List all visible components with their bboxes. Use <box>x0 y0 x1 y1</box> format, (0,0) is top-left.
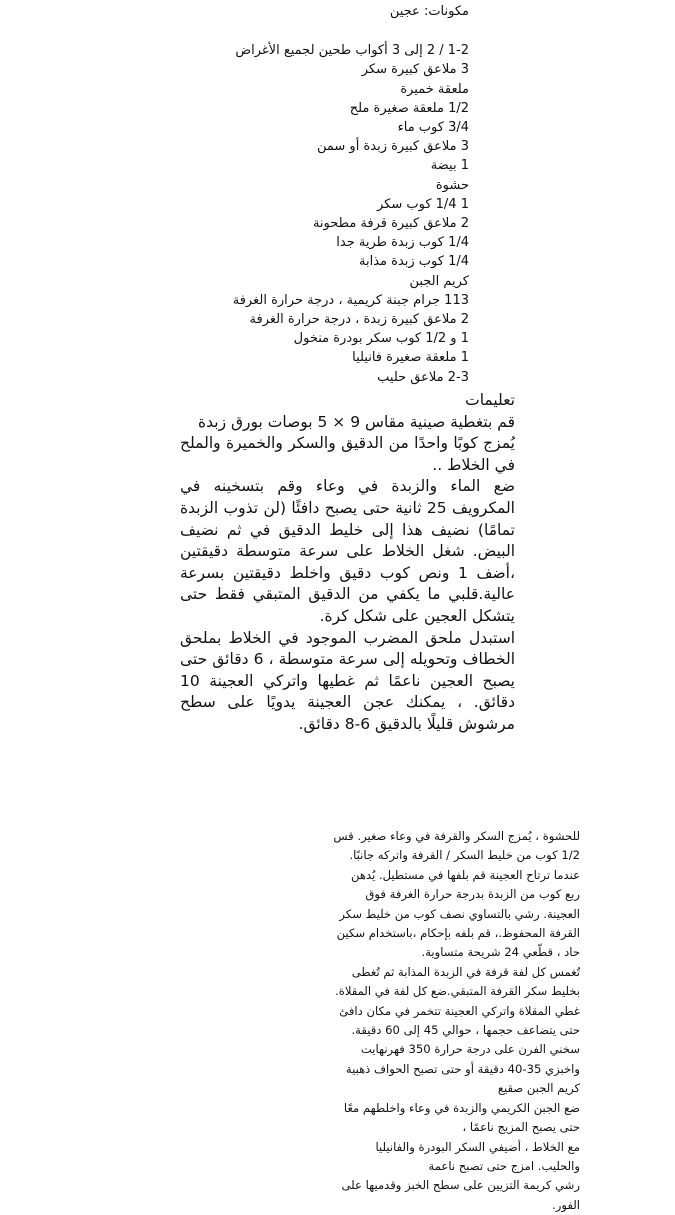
ingredient-item: 3/4 كوب ماء <box>397 120 469 136</box>
ingredient-item: 1/4 كوب زبدة طرية جدا <box>336 235 469 251</box>
ingredient-item: 2 ملاعق كبيرة قرفة مطحونة <box>312 216 469 232</box>
note-line: رشي كريمة التزيين على سطح الخبز وقدميها على <box>341 1178 580 1193</box>
note-line: سخني الفرن على درجة حرارة 350 فهرنهايت <box>360 1042 580 1057</box>
note-line: واخبزي 35-40 دقيقة أو حتى تصبح الحواف ذهبية <box>345 1061 580 1076</box>
instruction-paragraph: يُمزج كوبًا واحدًا من الدقيق والسكر والخميرة والملح في الخلاط .. <box>180 434 515 474</box>
instruction-paragraph: استبدل ملحق المضرب الموجود في الخلاط بملحق الخطاف وتحويله إلى سرعة متوسطة ، 6 دقائق حتى يصبح العجين ناعمًا ثم غطيها واتركي العجينة 10 دقائق. ، يمكنك عجن العجينة يدويًا على سطح مرشوش قليلًا بالدقيق 6-8 دقائق. <box>180 628 516 733</box>
note-line: للحشوة ، يُمزج السكر والقرفة في وعاء صغير. قس <box>333 829 580 843</box>
ingredient-item: 1/2 ملعقة صغيرة ملح <box>349 100 469 116</box>
instruction-paragraph: قم بتغطية صينية مقاس 9 × 5 بوصات بورق زبدة <box>198 412 515 431</box>
note-line: بخليط سكر القرفة المتبقي.ضع كل لفة في المقلاة. <box>335 984 580 999</box>
ingredients-section <box>29 2 469 387</box>
note-line: ربع كوب من الزبدة بدرجة حرارة الغرفة فوق <box>365 887 580 902</box>
ingredient-item: 113 جرام جبنة كريمية ، درجة حرارة الغرفة <box>232 292 469 308</box>
note-line: والحليب. امزج حتى تصبح ناعمة <box>428 1158 580 1173</box>
ingredient-item: 3 ملاعق كبيرة سكر <box>361 62 469 78</box>
ingredient-item: 3 ملاعق كبيرة زبدة أو سمن <box>316 139 469 155</box>
ingredient-item: 1 ملعقة صغيرة فانيليا <box>352 350 469 366</box>
note-line: الفور. <box>552 1197 580 1212</box>
ingredient-item: 1-2 / 2 إلى 3 أكواب طحين لجميع الأغراض <box>235 43 469 59</box>
section-label-cream-cheese: كريم الجبن <box>409 273 469 289</box>
ingredient-item: 1 بيضة <box>430 158 469 174</box>
ingredient-item: 1/4 كوب زبدة مذابة <box>359 254 469 270</box>
instructions-section <box>180 390 515 736</box>
note-line: حتى يصبح المزيج ناعمًا ، <box>462 1120 580 1135</box>
note-line: غطي المقلاة واتركي العجينة تتخمر في مكان دافئ <box>339 1003 580 1018</box>
ingredient-item: 1 و 1/2 كوب سكر بودرة منخول <box>293 331 469 347</box>
note-line: 1/2 كوب من خليط السكر / القرفة واتركه جانبًا. <box>349 848 580 863</box>
section-label-filling: حشوة <box>435 177 469 193</box>
note-line: حاد ، قطّعي 24 شريحة متساوية. <box>421 945 580 960</box>
ingredient-item: 2-3 ملاعق حليب <box>377 369 469 385</box>
ingredient-item: 1 1/4 كوب سكر <box>377 196 469 212</box>
note-line: القرفة المحفوظ.، قم بلفه بإحكام ،باستخدام سكين <box>336 926 580 941</box>
note-line: ضع الجبن الكريمي والزبدة في وعاء واخلطهم معًا <box>343 1100 580 1115</box>
note-line: عندما ترتاح العجينة قم بلفها في مستطيل. يُدهن <box>351 867 580 882</box>
instructions-heading: تعليمات <box>465 391 515 409</box>
filling-notes-section <box>225 827 580 1215</box>
note-line: كريم الجبن صقيع <box>497 1081 580 1096</box>
ingredients-title: مكونات: عجين <box>389 4 469 19</box>
instruction-paragraph: ضع الماء والزبدة في وعاء وقم بتسخينه في المكرويف 25 ثانية حتى يصبح دافئًا (لن تذوب الزبدة تمامًا) نضيف هذا إلى خليط الدقيق في ثم نضيف البيض. شغل الخلاط على سرعة متوسطة دقيقتين ،أضف 1 ونص كوب دقيق واخلط دقيقتين بسرعة عالية.قلبي ما يكفي من الدقيق المتبقي فقط حتى يتشكل العجين على شكل كرة. <box>180 477 515 625</box>
ingredient-item: 2 ملاعق كبيرة زبدة ، درجة حرارة الغرفة <box>249 312 469 328</box>
note-line: العجينة. رشي بالتساوي نصف كوب من خليط سكر <box>339 906 580 921</box>
ingredient-item: ملعقة خميرة <box>400 81 469 97</box>
note-line: حتى يتضاعف حجمها ، حوالي 45 إلى 60 دقيقة. <box>351 1023 580 1038</box>
note-line: مع الخلاط ، أضيفي السكر البودرة والفانيليا <box>375 1139 580 1154</box>
note-line: تُغمس كل لفة قرفة في الزبدة المذابة ثم تُغطى <box>351 964 580 979</box>
